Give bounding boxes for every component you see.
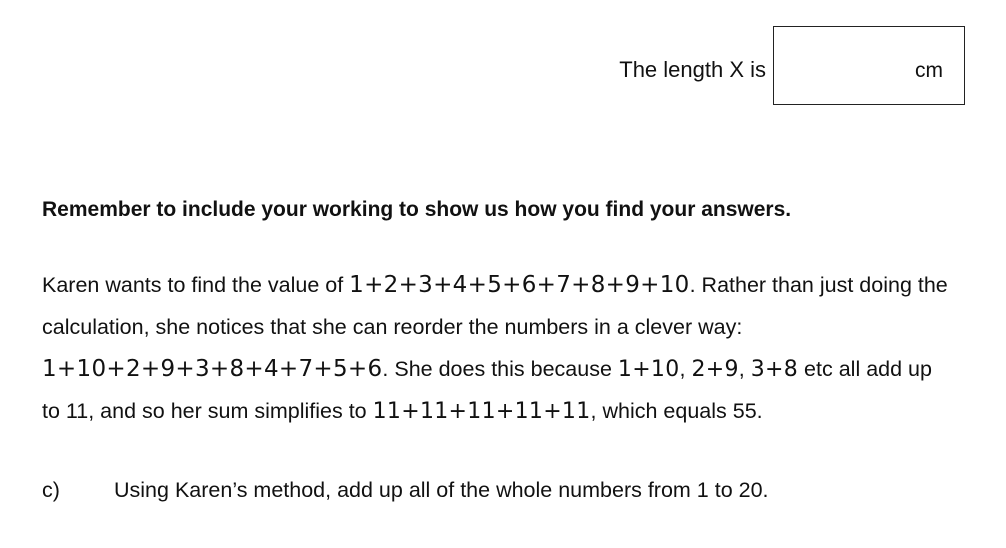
answer-unit: cm bbox=[915, 59, 943, 82]
line2-text: calculation, she notices that she can reorder the numbers in a clever way: bbox=[42, 315, 743, 339]
answer-box[interactable] bbox=[773, 26, 965, 105]
line1-math: 1+2+3+4+5+6+7+8+9+10 bbox=[349, 272, 690, 298]
line3-pair-3: 3+8 bbox=[750, 357, 799, 382]
instruction: Remember to include your working to show us how you find your answers. bbox=[42, 198, 792, 221]
line3-pair-2: 2+9 bbox=[691, 357, 739, 382]
paragraph-line-3 bbox=[42, 348, 962, 390]
paragraph-line-4 bbox=[42, 390, 962, 432]
problem-paragraph bbox=[42, 264, 962, 432]
line3-mid: . She does this because bbox=[382, 357, 618, 381]
answer-row bbox=[0, 0, 1006, 120]
paragraph-line-1 bbox=[42, 264, 962, 306]
answer-label: The length X is bbox=[619, 57, 766, 82]
line1-tail: . Rather than just doing the bbox=[689, 273, 948, 297]
line4-text: to 11, and so her sum simplifies to bbox=[42, 399, 373, 423]
line3-math: 1+10+2+9+3+8+4+7+5+6 bbox=[42, 356, 383, 382]
line3-tail: etc all add up bbox=[798, 357, 932, 381]
line1-text: Karen wants to find the value of bbox=[42, 273, 350, 297]
line4-math: 11+11+11+11+11 bbox=[372, 399, 591, 424]
line3-pair-1: 1+10 bbox=[617, 357, 680, 382]
question-label: c) bbox=[42, 478, 60, 502]
question-text: Using Karen’s method, add up all of the whole numbers from 1 to 20. bbox=[114, 478, 769, 502]
paragraph-line-2 bbox=[42, 306, 962, 348]
question-c bbox=[42, 478, 769, 503]
line3-sep-1: , bbox=[679, 357, 692, 381]
line3-sep-2: , bbox=[738, 357, 751, 381]
line4-tail: , which equals 55. bbox=[590, 399, 763, 423]
